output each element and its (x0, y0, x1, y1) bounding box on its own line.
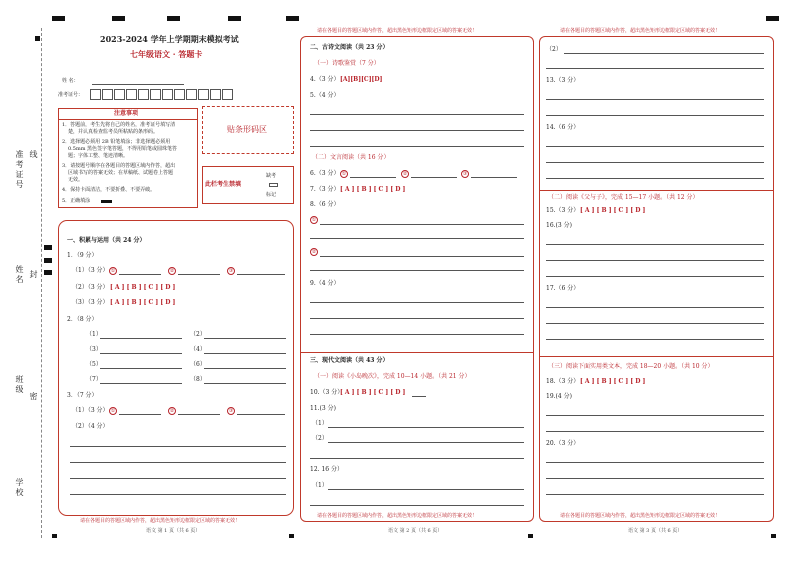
answer-line[interactable] (310, 146, 524, 147)
answer-line[interactable] (546, 415, 764, 416)
name-field[interactable] (92, 84, 184, 85)
side-label-school: 学校 (15, 478, 24, 498)
q2-label: 2．（8 分） (67, 316, 98, 323)
id-label: 准考证号： (58, 92, 84, 98)
note-line: 0.5mm 黑色签字笔答题，不得用铅笔或圆珠笔答 (68, 146, 178, 152)
timing-mark (771, 534, 776, 538)
side-label-secret: 密 (29, 392, 38, 402)
notes-title: 注意事项 (114, 110, 139, 117)
side-label-seal: 封 (29, 270, 38, 280)
mark-label: 标记 (266, 192, 277, 198)
answer-line[interactable] (310, 458, 524, 459)
circle-2: ② (169, 408, 175, 414)
timing-mark (44, 245, 52, 250)
side-label-line: 线 (29, 150, 38, 160)
answer-line[interactable] (328, 427, 524, 428)
answer-line[interactable] (310, 270, 524, 271)
q8-label: 8.（6 分） (310, 201, 340, 208)
answer-line[interactable] (70, 494, 286, 495)
note-line: 区域书写的答案无效；在草稿纸、试题卷上答题 (68, 170, 174, 176)
answer-line[interactable] (546, 68, 764, 69)
read3-heading: （三）阅读下面实用类文本，完成 18—20 小题。（共 10 分） (548, 363, 714, 370)
q9-label: 9.（4 分） (310, 280, 340, 287)
q4-options[interactable]: [A][B][C][D] (340, 76, 383, 83)
answer-line[interactable] (411, 177, 457, 178)
q13-label: 13.（3 分） (546, 77, 580, 84)
answer-line[interactable] (546, 276, 764, 277)
q14-label: 14.（6 分） (546, 124, 580, 131)
answer-line[interactable] (310, 130, 524, 131)
answer-line[interactable] (471, 177, 517, 178)
name-label: 姓 名： (62, 78, 79, 84)
filled-sample (101, 200, 112, 203)
warning-text: 请在各题目的答题区域内作答，超出黑色矩形边框限定区域的答案无效！ (80, 518, 241, 524)
q1-2-options[interactable]: [ A ] [ B ] [ C ] [ D ] (110, 284, 176, 291)
answer-line[interactable] (546, 115, 764, 116)
q20-label: 20.（3 分） (546, 440, 580, 447)
absent-left-label: 此栏考生禁填 (205, 181, 242, 188)
timing-mark (112, 16, 125, 21)
answer-line[interactable] (546, 323, 764, 324)
answer-line[interactable] (412, 396, 426, 397)
answer-line[interactable] (546, 478, 764, 479)
q2-item: （6） (190, 361, 206, 368)
exam-title: 2023-2024 学年上学期期末模拟考试 (100, 34, 239, 44)
answer-line[interactable] (328, 489, 524, 490)
warning-text: 请在各题目的答题区域内作答，超出黑色矩形边框限定区域的答案无效！ (560, 28, 721, 34)
circle-3: ③ (228, 268, 234, 274)
answer-line[interactable] (350, 177, 396, 178)
notes-box (58, 108, 198, 208)
poem-heading: （一）诗歌鉴赏（7 分） (314, 60, 380, 67)
q4-label: 4.（3 分） (310, 76, 340, 83)
answer-line[interactable] (546, 146, 764, 147)
answer-line[interactable] (178, 274, 220, 275)
answer-line[interactable] (546, 494, 764, 495)
q2-item: （7） (86, 376, 102, 383)
q12-sub1: （1） (312, 482, 328, 489)
note-line: 5．正确填涂 (62, 198, 91, 204)
q5-label: 5.（4 分） (310, 92, 340, 99)
answer-line[interactable] (546, 178, 764, 179)
section3-title: 三、现代文阅读（共 43 分） (310, 357, 389, 364)
answer-line[interactable] (70, 478, 286, 479)
q17-label: 17.（6 分） (546, 285, 580, 292)
answer-line[interactable] (546, 99, 764, 100)
timing-mark (44, 270, 52, 275)
answer-line[interactable] (310, 505, 524, 506)
section1-title: 一、积累与运用（共 24 分） (67, 237, 146, 244)
q11-sub1: （1） (312, 420, 328, 427)
answer-line[interactable] (546, 162, 764, 163)
q-cont-label: （2） (546, 46, 562, 53)
q3-1-label: （1）（3 分） (72, 407, 109, 414)
answer-line[interactable] (546, 260, 764, 261)
answer-line[interactable] (310, 302, 524, 303)
warning-text: 请在各题目的答题区域内作答，超出黑色矩形边框限定区域的答案无效！ (317, 513, 478, 519)
answer-line[interactable] (546, 462, 764, 463)
answer-line[interactable] (237, 414, 285, 415)
warning-text: 请在各题目的答题区域内作答，超出黑色矩形边框限定区域的答案无效！ (560, 513, 721, 519)
q1-2-label: （2）（3 分） (72, 284, 109, 291)
barcode-label: 贴条形码区 (227, 125, 267, 134)
circle-1: ① (341, 171, 347, 177)
page2-answer-panel (300, 36, 534, 522)
note-line: 无效。 (68, 177, 84, 183)
circle-3: ③ (228, 408, 234, 414)
q3-2-label: （2）（4 分） (72, 423, 109, 430)
answer-line[interactable] (310, 318, 524, 319)
timing-mark (167, 16, 180, 21)
q15-options[interactable]: [ A ] [ B ] [ C ] [ D ] (580, 207, 646, 214)
page1-footer: 语文 第 1 页（共 6 页） (146, 528, 201, 534)
answer-line[interactable] (100, 353, 182, 354)
note-line: 楚，并认真检查监考员所粘贴的条形码。 (68, 129, 159, 135)
q2-item: （4） (190, 346, 206, 353)
answer-line[interactable] (119, 274, 161, 275)
modern-heading: （一）阅读《小岛晚次》，完成 10—14 小题。（共 21 分） (314, 373, 471, 380)
timing-mark (35, 36, 40, 41)
timing-mark (766, 16, 779, 21)
page2-footer: 语文 第 2 页（共 6 页） (388, 528, 443, 534)
timing-mark (52, 16, 65, 21)
answer-line[interactable] (70, 462, 286, 463)
timing-mark (44, 258, 52, 263)
circle-3: ③ (462, 171, 468, 177)
circle-2: ② (402, 171, 408, 177)
q16-label: 16.(3 分) (546, 222, 572, 229)
q1-label: 1．（9 分） (67, 252, 98, 259)
answer-line[interactable] (119, 414, 161, 415)
q6-label: 6.（3 分） (310, 170, 340, 177)
absent-box (202, 166, 294, 204)
q12-label: 12. 16 分） (310, 466, 343, 473)
q1-3-options[interactable]: [ A ] [ B ] [ C ] [ D ] (110, 299, 176, 306)
q18-label: 18.（3 分） (546, 378, 580, 385)
answer-line[interactable] (100, 383, 182, 384)
q10-label: 10.（3 分） (310, 389, 344, 396)
answer-line[interactable] (237, 274, 285, 275)
q2-item: （5） (86, 361, 102, 368)
note-line: 2．选择题必须用 2B 铅笔填涂；非选择题必须用 (62, 139, 171, 145)
answer-line[interactable] (310, 238, 524, 239)
circle-2: ② (169, 268, 175, 274)
note-line: 1．答题前，考生先将自己的姓名，准考证号填写清 (62, 122, 176, 128)
absent-label: 缺考 (266, 173, 277, 179)
answer-line[interactable] (546, 431, 764, 432)
circle-2: ② (311, 249, 317, 255)
binding-line (41, 28, 42, 538)
note-line: 4．保持卡面清洁，不要折叠、不要弄破。 (62, 187, 156, 193)
timing-mark (528, 534, 533, 538)
side-label-id: 准考证号 (15, 150, 24, 190)
warning-text: 请在各题目的答题区域内作答，超出黑色矩形边框限定区域的答案无效！ (317, 28, 478, 34)
q7-options[interactable]: [ A ] [ B ] [ C ] [ D ] (340, 186, 406, 193)
note-line: 题；字体工整、笔迹清晰。 (68, 153, 129, 159)
answer-line[interactable] (310, 114, 524, 115)
side-label-name: 姓名 (15, 265, 24, 285)
timing-mark (52, 534, 57, 538)
side-label-class: 班级 (15, 375, 24, 395)
answer-line[interactable] (320, 224, 524, 225)
answer-line[interactable] (320, 256, 524, 257)
timing-mark (289, 534, 294, 538)
page3-footer: 语文 第 3 页（共 6 页） (628, 528, 683, 534)
answer-line[interactable] (310, 334, 524, 335)
q2-item: （8） (190, 376, 206, 383)
answer-line[interactable] (204, 383, 286, 384)
answer-line[interactable] (546, 339, 764, 340)
circle-1: ① (110, 408, 116, 414)
q11-label: 11.(3 分) (310, 405, 336, 412)
answer-line[interactable] (100, 368, 182, 369)
answer-line[interactable] (70, 446, 286, 447)
classical-heading: （二）文言阅读（共 16 分） (312, 154, 390, 161)
answer-line[interactable] (204, 368, 286, 369)
q15-label: 15.（3 分） (546, 207, 580, 214)
answer-line[interactable] (328, 442, 524, 443)
answer-line[interactable] (546, 244, 764, 245)
circle-1: ① (110, 268, 116, 274)
q19-label: 19.(4 分) (546, 393, 572, 400)
q18-options[interactable]: [ A ] [ B ] [ C ] [ D ] (580, 378, 646, 385)
answer-line[interactable] (564, 53, 764, 54)
q2-item: （3） (86, 346, 102, 353)
q2-item: （1） (86, 331, 102, 338)
q1-1-label: （1）（3 分） (72, 267, 109, 274)
page3-answer-panel (539, 36, 774, 522)
q3-label: 3．（7 分） (67, 392, 98, 399)
read2-heading: （二）阅读《父与子》，完成 15—17 小题。（共 12 分） (548, 194, 699, 201)
timing-mark (228, 16, 241, 21)
answer-line[interactable] (178, 414, 220, 415)
section2-title: 二、古诗文阅读（共 23 分） (310, 44, 389, 51)
q7-label: 7.（3 分） (310, 186, 340, 193)
answer-line[interactable] (546, 307, 764, 308)
q1-3-label: （3）（3 分） (72, 299, 109, 306)
answer-line[interactable] (204, 338, 286, 339)
q2-item: （2） (190, 331, 206, 338)
q11-sub2: （2） (312, 435, 328, 442)
absent-checkbox[interactable] (269, 183, 278, 187)
answer-line[interactable] (204, 353, 286, 354)
answer-line[interactable] (100, 338, 182, 339)
timing-mark (286, 16, 299, 21)
exam-subtitle: 七年级语文 · 答题卡 (130, 49, 203, 59)
circle-1: ① (311, 217, 317, 223)
q10-options[interactable]: [ A ] [ B ] [ C ] [ D ] (340, 389, 406, 396)
note-line: 3．请按题号顺序在各题目的答题区域内作答，超出 (62, 163, 176, 169)
barcode-area (202, 106, 294, 154)
